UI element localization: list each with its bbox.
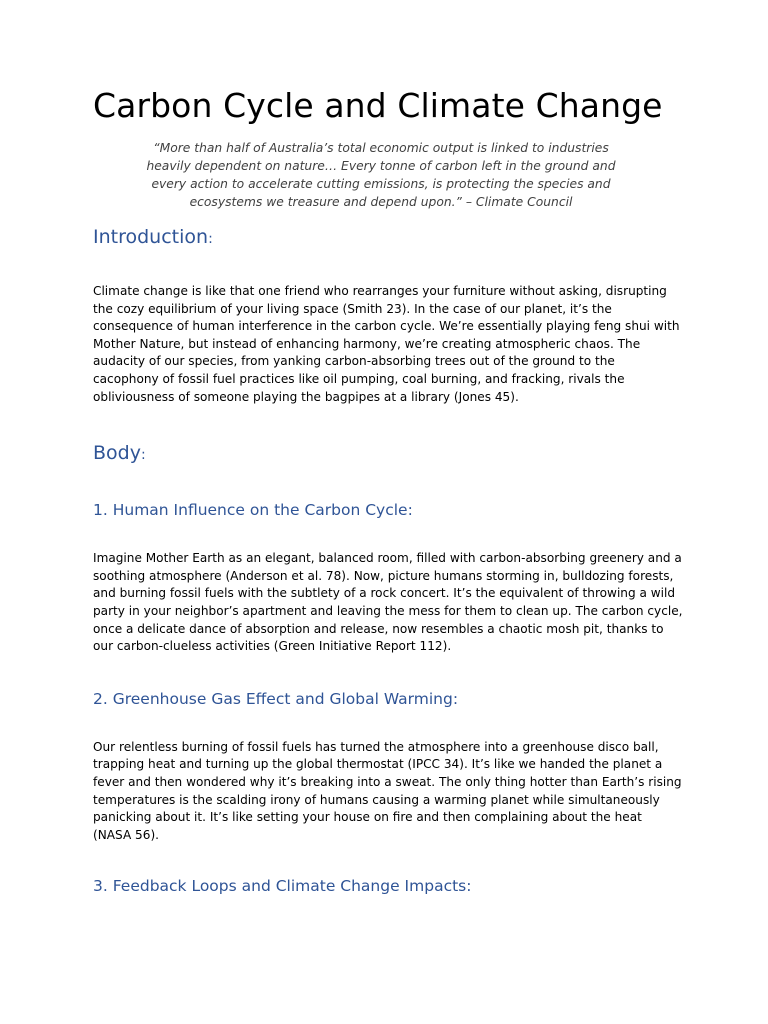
section-2-paragraph: Our relentless burning of fossil fuels has turned the atmosphere into a greenhouse disco ball, trapping heat and turning up the global thermostat (IPCC 34). It’s like we handed the planet a fever and then wondered why it’s breaking into a sweat. The only thing hotter than Earth’s rising temperatures is the scalding irony of humans causing a warming planet while simultaneously panicking about it. It’s like setting your house on fire and then complaining about the heat (NASA 56). — [93, 739, 682, 842]
section-2-heading: 2. Greenhouse Gas Effect and Global Warming: — [93, 689, 459, 708]
body-heading-colon: : — [140, 447, 146, 464]
body-heading — [93, 441, 683, 467]
epigraph-quote: “More than half of Australia’s total economic output is linked to industries heavily dependent on nature… Every tonne of carbon left in the ground and every action to accelerate cutting emissions, is protecting the species and ecosystems we treasure and depend upon.” – Climate Council — [146, 141, 616, 209]
introduction-heading — [93, 225, 683, 251]
document-content — [93, 86, 683, 896]
section-1-heading: 1. Human Influence on the Carbon Cycle: — [93, 501, 413, 520]
section-3-heading: 3. Feedback Loops and Climate Change Impacts: — [93, 877, 472, 896]
document-title: Carbon Cycle and Climate Change — [93, 86, 663, 125]
introduction-heading-colon: : — [208, 231, 213, 247]
body-heading-label: Body — [93, 442, 141, 465]
introduction-heading-label: Introduction — [93, 226, 209, 248]
introduction-paragraph: Climate change is like that one friend who rearranges your furniture without asking, disrupting the cozy equilibrium of your living space (Smith 23). In the case of our planet, it’s the consequence of human interference in the carbon cycle. We’re essentially playing feng shui with Mother Nature, but instead of enhancing harmony, we’re creating atmospheric chaos. The audacity of our species, from yanking carbon-absorbing trees out of the ground to the cacophony of fossil fuel practices like oil pumping, coal burning, and fracking, rivals the obliviousness of someone playing the bagpipes at a library (Jones 45). — [93, 284, 680, 404]
section-1-paragraph: Imagine Mother Earth as an elegant, balanced room, filled with carbon-absorbing greenery and a soothing atmosphere (Anderson et al. 78). Now, picture humans storming in, bulldozing forests, and burning fossil fuels with the subtlety of a rock concert. It’s the equivalent of throwing a wild party in your neighbor’s apartment and leaving the mess for them to clean up. The carbon cycle, once a delicate dance of absorption and release, now resembles a chaotic mosh pit, thanks to our carbon-clueless activities (Green Initiative Report 112). — [93, 551, 683, 654]
